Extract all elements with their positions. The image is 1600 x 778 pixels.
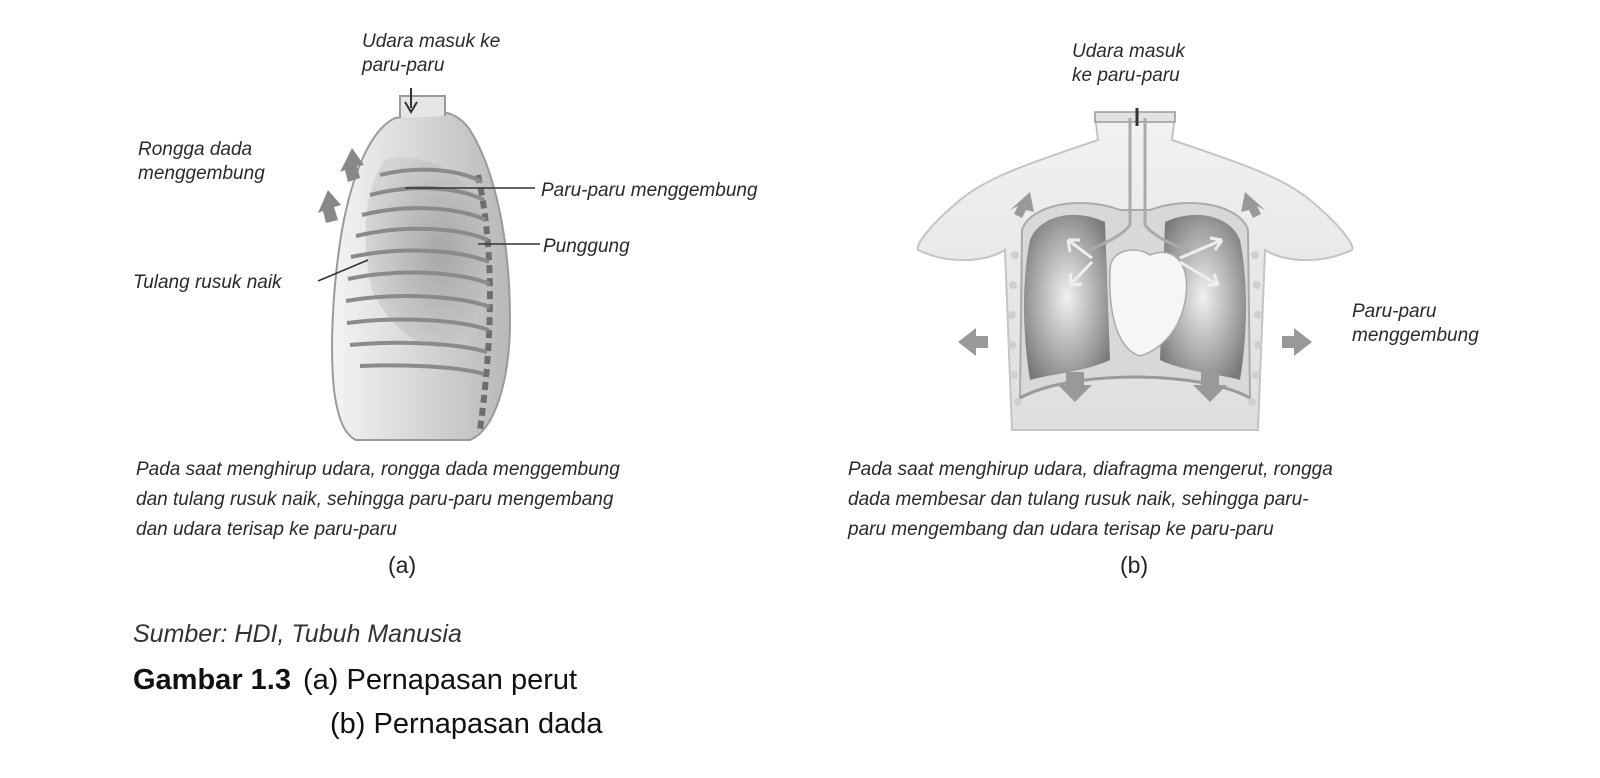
figure-caption [133, 664, 603, 740]
caption-b [848, 455, 1333, 545]
label-air-in-b-line1: Udara masuk [1072, 41, 1185, 62]
source-credit: Sumber: HDI, Tubuh Manusia [133, 620, 462, 648]
arrow-left-icon [958, 328, 988, 356]
figure-number: Gambar 1.3 [133, 664, 291, 696]
label-lungs-b-line1: Paru-paru [1352, 301, 1437, 322]
label-chest-line2: menggembung [138, 163, 265, 184]
label-chest-line1: Rongga dada [138, 139, 253, 160]
caption-a-line3: dan udara terisap ke paru-paru [136, 519, 397, 540]
label-air-in-a-line1: Udara masuk ke [362, 31, 501, 52]
label-air-in-b [1072, 40, 1185, 88]
label-back: Punggung [543, 236, 630, 257]
panel-tag-b: (b) [1120, 552, 1149, 578]
arrow-right-icon [1282, 328, 1312, 356]
caption-b-line3: paru mengembang dan udara terisap ke paru-paru [848, 519, 1274, 540]
caption-a [136, 455, 620, 545]
expansion-arrow-icon [318, 190, 341, 223]
frontal-torso-illustration [918, 108, 1353, 430]
label-air-in-a [362, 30, 500, 78]
label-air-in-b-line2: ke paru-paru [1072, 65, 1180, 86]
side-torso-illustration [318, 88, 540, 440]
figure-line1: (a) Pernapasan perut [302, 664, 578, 696]
label-lungs-expand-a: Paru-paru menggembung [541, 180, 758, 201]
label-air-in-a-line2: paru-paru [362, 55, 445, 76]
caption-b-line2: dada membesar dan tulang rusuk naik, sehingga paru- [848, 489, 1309, 510]
caption-a-line2: dan tulang rusuk naik, sehingga paru-paru mengembang [136, 489, 614, 510]
panel-tag-a: (a) [388, 552, 417, 578]
label-ribs-rise: Tulang rusuk naik [133, 272, 282, 293]
label-lungs-b-line2: menggembung [1352, 325, 1479, 346]
label-chest-expands [138, 138, 265, 186]
caption-a-line1: Pada saat menghirup udara, rongga dada menggembung [136, 459, 620, 480]
figure-line2: (b) Pernapasan dada [330, 708, 603, 740]
label-lungs-expand-b [1352, 300, 1479, 348]
caption-b-line1: Pada saat menghirup udara, diafragma mengerut, rongga [848, 459, 1333, 480]
